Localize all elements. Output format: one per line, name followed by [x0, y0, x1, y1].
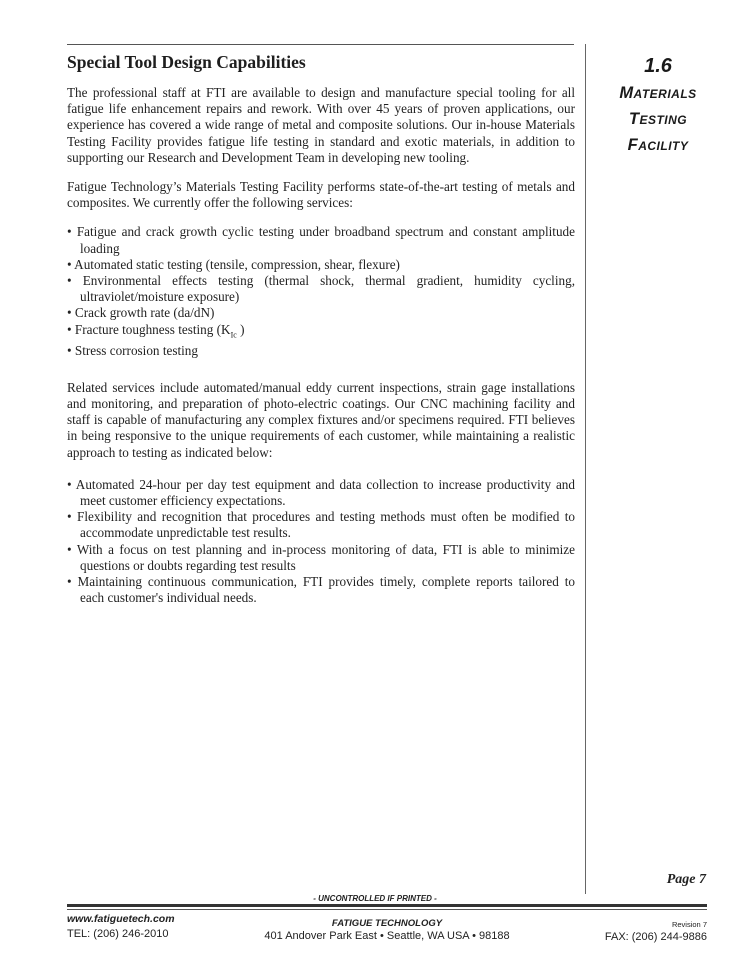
- section-number: 1.6: [644, 55, 672, 77]
- revision-label: Revision 7: [671, 920, 707, 929]
- fracture-close: ): [236, 321, 245, 337]
- list-item: • Fatigue and crack growth cyclic testing under broadband spectrum and constant amplitude loading: [67, 224, 575, 256]
- list-item: • With a focus on test planning and in-process monitoring of data, FTI is able to minimize questions or doubts regarding test results: [67, 541, 575, 573]
- website-link[interactable]: www.fatiguetech.com: [67, 913, 175, 925]
- telephone: TEL: (206) 246-2010: [67, 928, 169, 940]
- uncontrolled-notice: - UNCONTROLLED IF PRINTED -: [313, 894, 437, 903]
- main-content: [67, 52, 575, 619]
- list-item: • Crack growth rate (da/dN): [67, 305, 215, 321]
- footer-rule-thick: [67, 904, 707, 907]
- page-heading: Special Tool Design Capabilities: [67, 52, 306, 72]
- facility-paragraph: Fatigue Technology’s Materials Testing Facility performs state-of-the-art testing of metals and composites. We currently offer the following services:: [67, 179, 575, 211]
- intro-paragraph: The professional staff at FTI are available to design and manufacture special tooling for all fatigue life enhancement repairs and rework. With over 45 years of proven applications, our experience has covered a wide range of metal and composite solutions. Our in-house Materials Testing Facility provides fatigue life testing in standard and exotic materials, in addition to supporting our Research and Development Team in developing new tooling.: [67, 85, 575, 165]
- section-title-line: Facility: [627, 136, 689, 154]
- list-item: • Maintaining continuous communication, FTI provides timely, complete reports tailored to each customer's individual needs.: [67, 573, 575, 606]
- section-title-line: Testing: [628, 110, 688, 128]
- company-address: 401 Andover Park East • Seattle, WA USA • 98188: [264, 930, 510, 942]
- services-list: [67, 224, 575, 359]
- list-item: • Automated 24-hour per day test equipment and data collection to increase productivity and meet customer efficiency expectations.: [67, 476, 575, 508]
- list-item: • Stress corrosion testing: [67, 343, 198, 359]
- approach-list: [67, 477, 575, 607]
- footer-rule-thin: [67, 909, 707, 910]
- vertical-divider: [585, 44, 586, 894]
- page-number: Page 7: [666, 872, 706, 887]
- section-label: [598, 54, 718, 158]
- list-item: • Automated static testing (tensile, compression, shear, flexure): [67, 256, 400, 272]
- related-services-paragraph: Related services include automated/manual eddy current inspections, strain gage installations and monitoring, and preparation of photo-electric coatings. Our CNC machining facility and staff is capable of manufacturing any complex fixtures and/or specimens required. FTI believes in being responsive to the unique requirements of each customer, while maintaining a realistic approach to testing as indicated below:: [67, 379, 575, 460]
- fracture-text: • Fracture toughness testing (K: [67, 321, 231, 337]
- fax-number: FAX: (206) 244-9886: [604, 931, 707, 943]
- top-rule: [67, 44, 574, 45]
- section-title-line: Materials: [619, 84, 697, 102]
- list-item: [67, 322, 575, 344]
- list-item: • Environmental effects testing (thermal shock, thermal gradient, humidity cycling, ultraviolet/moisture exposure): [67, 273, 575, 305]
- kic-subscript: Ic: [230, 330, 237, 340]
- company-name: FATIGUE TECHNOLOGY: [331, 918, 443, 929]
- list-item: • Flexibility and recognition that procedures and testing methods must often be modified to accommodate unpredictable test results.: [67, 509, 575, 541]
